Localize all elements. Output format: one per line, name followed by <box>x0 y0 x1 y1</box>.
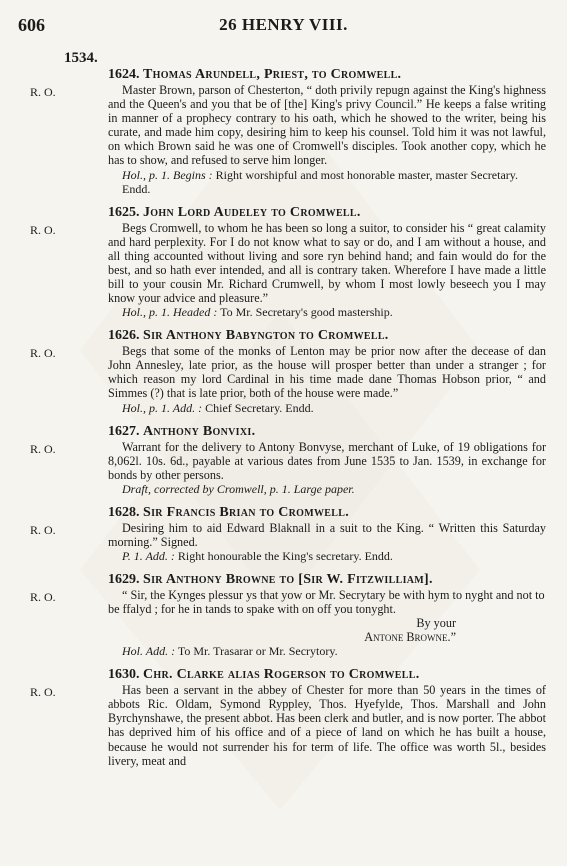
year-heading: 1534. <box>64 50 98 66</box>
entry-heading: Sir Anthony Babyngton to Cromwell. <box>143 328 389 344</box>
margin-source: R. O. <box>30 222 56 237</box>
margin-source: R. O. <box>30 346 56 361</box>
entry-title <box>108 327 546 344</box>
entries-list <box>30 66 546 776</box>
margin-source: R. O. <box>30 589 56 604</box>
note-text: Right worshipful and most honorable master, master Secretary. Endd. <box>122 167 518 196</box>
entry-body: Warrant for the delivery to Antony Bonvyse, merchant of Luke, of 19 obligations for 8,062l. 10s. 6d., payable at various dates from June 1535 to Jan. 1539, in exchange for bonds by other persons. <box>108 439 546 482</box>
entry-note <box>108 305 546 319</box>
margin-source: R. O. <box>30 85 56 99</box>
note-text: Right honourable the King's secretary. Endd. <box>174 548 393 563</box>
entry-note <box>108 644 546 658</box>
entry-number: 1627. <box>108 423 140 439</box>
entry-body: Begs that some of the monks of Lenton may be prior now after the decease of dan John Annesley, late prior, as the house will prosper better than under a stranger ; for which reason my lord Cardinal in his time made dane Thomas Hobson prior, “ and Simmes (?) that is late prior, both of the house were made.” <box>108 344 546 401</box>
entry-1628 <box>30 504 546 563</box>
entry-1626 <box>30 327 546 415</box>
entry-heading: Thomas Arundell, Priest, to Cromwell. <box>143 67 402 82</box>
margin-source: R. O. <box>30 522 56 537</box>
entry-number: 1629. <box>108 571 140 587</box>
entry-1630 <box>30 666 546 768</box>
entry-1629 <box>30 571 546 659</box>
margin-source: R. O. <box>30 685 56 700</box>
page-header <box>0 15 567 37</box>
note-lead: Hol. Add. : <box>122 644 176 659</box>
entry-number: 1628. <box>108 504 140 520</box>
entry-number: 1626. <box>108 328 140 344</box>
entry-number: 1630. <box>108 667 140 683</box>
entry-1624 <box>30 66 546 196</box>
note-lead: Hol., p. 1. Headed : <box>122 305 218 320</box>
entry-heading: Sir Francis Brian to Cromwell. <box>143 504 350 520</box>
entry-title <box>108 423 546 440</box>
entry-note <box>108 401 546 415</box>
note-lead: Draft, corrected by Cromwell, p. 1. Large paper. <box>122 481 355 496</box>
entry-body: Has been a servant in the abbey of Chester for more than 50 years in the times of abbots Ric. Oldam, Symond Ryppley, Thos. Hyefylde, Thos. Marshall and John Byrchynshawe, the present abbot. Has been clerk and butler, and is now porter. The abbot has deprived him of his office and of a piece of land on which he has built a house, because he would not surrender his for term of life. The office was worth 5l., besides livery, meat and <box>108 683 546 768</box>
entry-number: 1624. <box>108 67 140 82</box>
entry-body: Master Brown, parson of Chesterton, “ doth privily repugn against the King's highness and the Queen's and you that be of [the] King's privy Council.” He keeps a false writing in manner of a prophecy contrary to his oath, which he showed to the writer, being his curate, and made him copy, desiring him to keep his counsel. Told him it was not lawful, on which Brown said he was one of Cromwell's disciples. Took another copy, which he has to show, and refused to serve him longer. <box>108 83 546 168</box>
note-text: To Mr. Secretary's good mastership. <box>217 305 393 320</box>
signature-line-2: Antone Browne.” <box>364 630 456 645</box>
entry-body: Desiring him to aid Edward Blaknall in a suit to the King. “ Written this Saturday morning.” Signed. <box>108 520 546 549</box>
margin-source: R. O. <box>30 441 56 456</box>
entry-title <box>108 204 546 221</box>
page-number: 606 <box>18 15 45 35</box>
entry-heading: John Lord Audeley to Cromwell. <box>143 204 361 220</box>
note-lead: Hol., p. 1. Begins : <box>122 167 213 182</box>
signature-line-1: By your <box>416 616 456 631</box>
entry-1627 <box>30 423 546 496</box>
entry-1625 <box>30 204 546 320</box>
entry-number: 1625. <box>108 204 140 220</box>
entry-title <box>108 66 546 83</box>
entry-heading: Anthony Bonvixi. <box>143 423 256 439</box>
entry-note <box>108 168 546 196</box>
entry-title <box>108 504 546 521</box>
entry-body: “ Sir, the Kynges plessur ys that yow or Mr. Secrytary be with hym to nyght and not to be ffalyd ; for he in tands to spake with on off you tonyght. <box>108 587 545 617</box>
entry-heading: Chr. Clarke alias Rogerson to Cromwell. <box>143 667 420 683</box>
entry-heading: Sir Anthony Browne to [Sir W. Fitzwilliam]. <box>143 571 433 587</box>
note-lead: Hol., p. 1. Add. : <box>122 400 203 415</box>
entry-note <box>108 549 546 563</box>
running-title: 26 HENRY VIII. <box>219 15 348 34</box>
note-text: Chief Secretary. Endd. <box>202 400 314 415</box>
note-text: To Mr. Trasarar or Mr. Secrytory. <box>175 644 338 659</box>
entry-body: Begs Cromwell, to whom he has been so long a suitor, to consider his “ great calamity and hard perplexity. For I do not know what to say or do, and I am without a house, and all thing accounted without living and sore ryn behind hand; and fain would do for the best, and so hath ever intended, and all is contrary taken. Wherefore I have made a little bill to your cousin Mr. Richard Crumwell, by whom I most lowly beseech you I may know your advice and pleasure.” <box>108 220 546 306</box>
note-lead: P. 1. Add. : <box>122 548 175 563</box>
entry-title <box>108 571 546 588</box>
entry-note <box>108 482 546 496</box>
entry-title <box>108 666 546 683</box>
